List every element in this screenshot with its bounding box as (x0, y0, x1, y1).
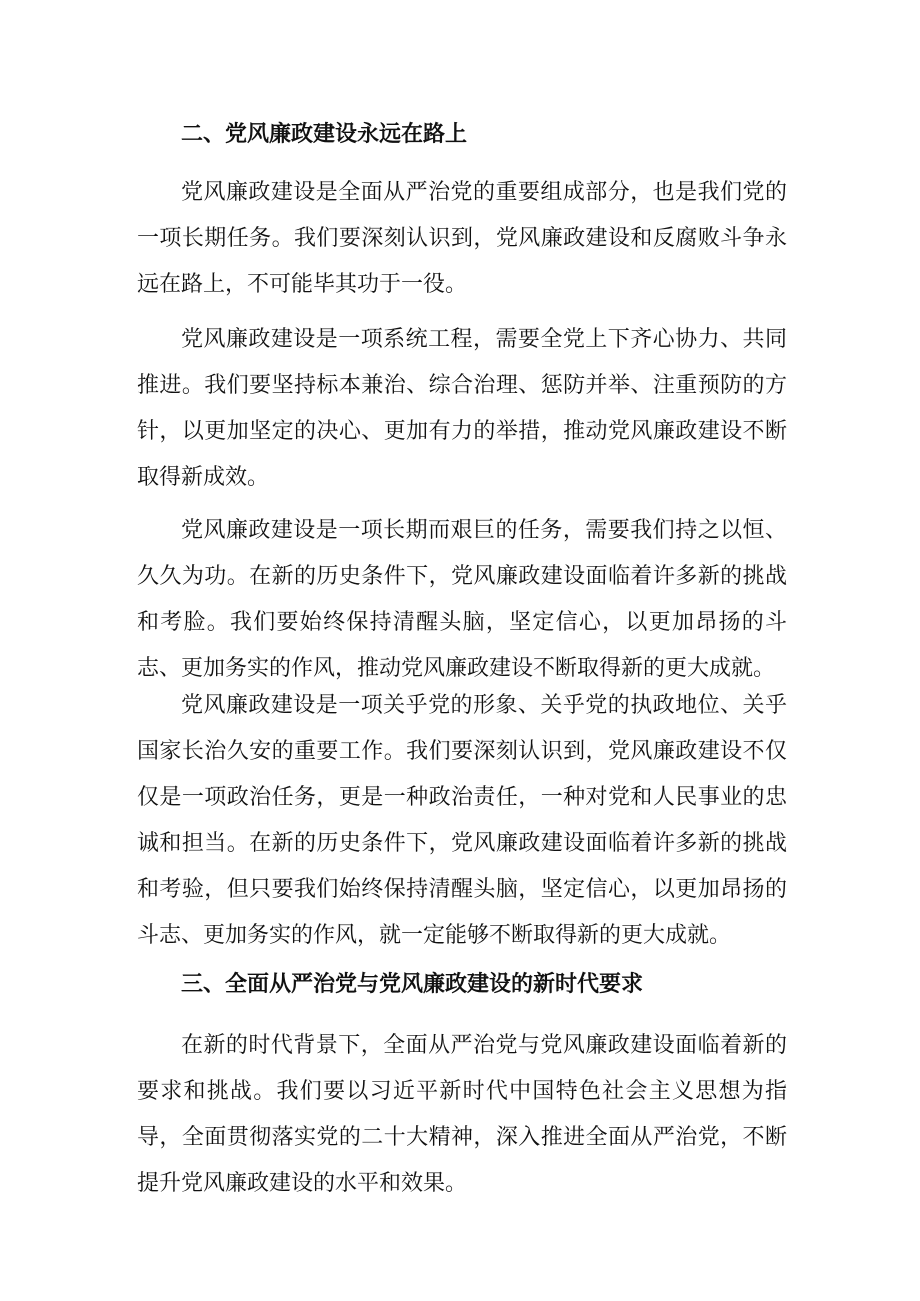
paragraph: 党风廉政建设是一项关乎党的形象、关乎党的执政地位、关乎国家长治久安的重要工作。我们要深刻认识到，党风廉政建设不仅仅是一项政治任务，更是一种政治责任，一种对党和人民事业的忠诚和担当。在新的历史条件下，党风廉政建设面临着许多新的挑战和考验，但只要我们始终保持清醒头脑，坚定信心，以更加昂扬的斗志、更加务实的作风，就一定能够不断取得新的更大成就。 (137, 693, 787, 948)
paragraph: 党风廉政建设是全面从严治党的重要组成部分，也是我们党的一项长期任务。我们要深刻认识到，党风廉政建设和反腐败斗争永远在路上，不可能毕其功于一役。 (137, 180, 787, 297)
paragraph: 党风廉政建设是一项长期而艰巨的任务，需要我们持之以恒、久久为功。在新的历史条件下，党风廉政建设面临着许多新的挑战和考脸。我们要始终保持清醒头脑，坚定信心，以更加昂扬的斗志、更加务实的作风，推动党风廉政建设不断取得新的更大成就。 (137, 518, 787, 681)
paragraph: 党风廉政建设是一项系统工程，需要全党上下齐心协力、共同推进。我们要坚持标本兼治、综合治理、惩防并举、注重预防的方针，以更加坚定的决心、更加有力的举措，推动党风廉政建设不断取得新成效。 (137, 327, 787, 490)
section-three-heading: 三、全面从严治党与党风廉政建设的新时代要求 (181, 972, 644, 997)
paragraph: 在新的时代背景下，全面从严治党与党风廉政建设面临着新的要求和挑战。我们要以习近平新时代中国特色社会主义思想为指导，全面贯彻落实党的二十大精神，深入推进全面从严治党，不断提升党风廉政建设的水平和效果。 (137, 1033, 787, 1196)
section-two-heading: 二、党风廉政建设永远在路上 (181, 122, 468, 147)
